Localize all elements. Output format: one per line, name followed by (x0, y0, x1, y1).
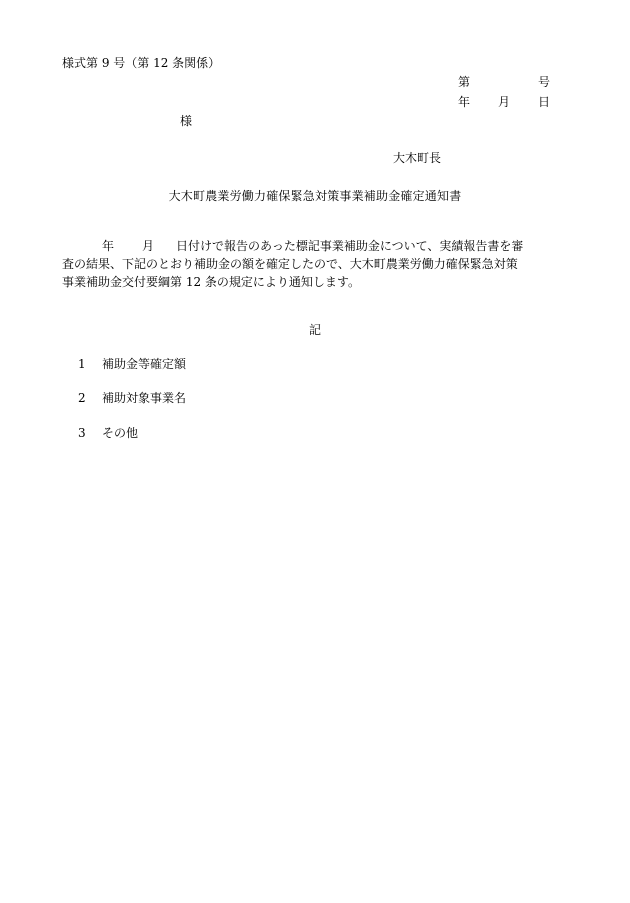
body-paragraph (62, 237, 562, 291)
document-title: 大木町農業労働力確保緊急対策事業補助金確定通知書 (168, 189, 462, 203)
ki-label: 記 (308, 323, 321, 337)
date-year: 年 (458, 95, 471, 109)
number-suffix: 号 (538, 75, 551, 89)
list-item (78, 357, 186, 371)
body-line-1 (62, 237, 562, 255)
number-prefix: 第 (458, 75, 471, 89)
item-number: 1 (78, 357, 86, 371)
recipient-honorific: 様 (180, 114, 193, 128)
list-item (78, 391, 186, 405)
item-label: その他 (102, 426, 139, 440)
body-month: 月 (142, 239, 155, 253)
sender-name: 大木町長 (393, 151, 442, 165)
list-item (78, 426, 138, 440)
form-label: 様式第 9 号（第 12 条関係） (62, 56, 221, 70)
item-label: 補助対象事業名 (102, 391, 187, 405)
item-number: 2 (78, 391, 86, 405)
item-label: 補助金等確定額 (102, 357, 187, 371)
body-line-3: 事業補助金交付要綱第 12 条の規定により通知します。 (62, 275, 360, 289)
date-day: 日 (538, 95, 551, 109)
item-number: 3 (78, 426, 86, 440)
body-line-2: 査の結果、下記のとおり補助金の額を確定したので、大木町農業労働力確保緊急対策 (62, 257, 518, 271)
body-line-1-rest: 日付けで報告のあった標記事業補助金について、実績報告書を審 (176, 239, 524, 253)
date-month: 月 (498, 95, 511, 109)
body-year: 年 (102, 239, 115, 253)
